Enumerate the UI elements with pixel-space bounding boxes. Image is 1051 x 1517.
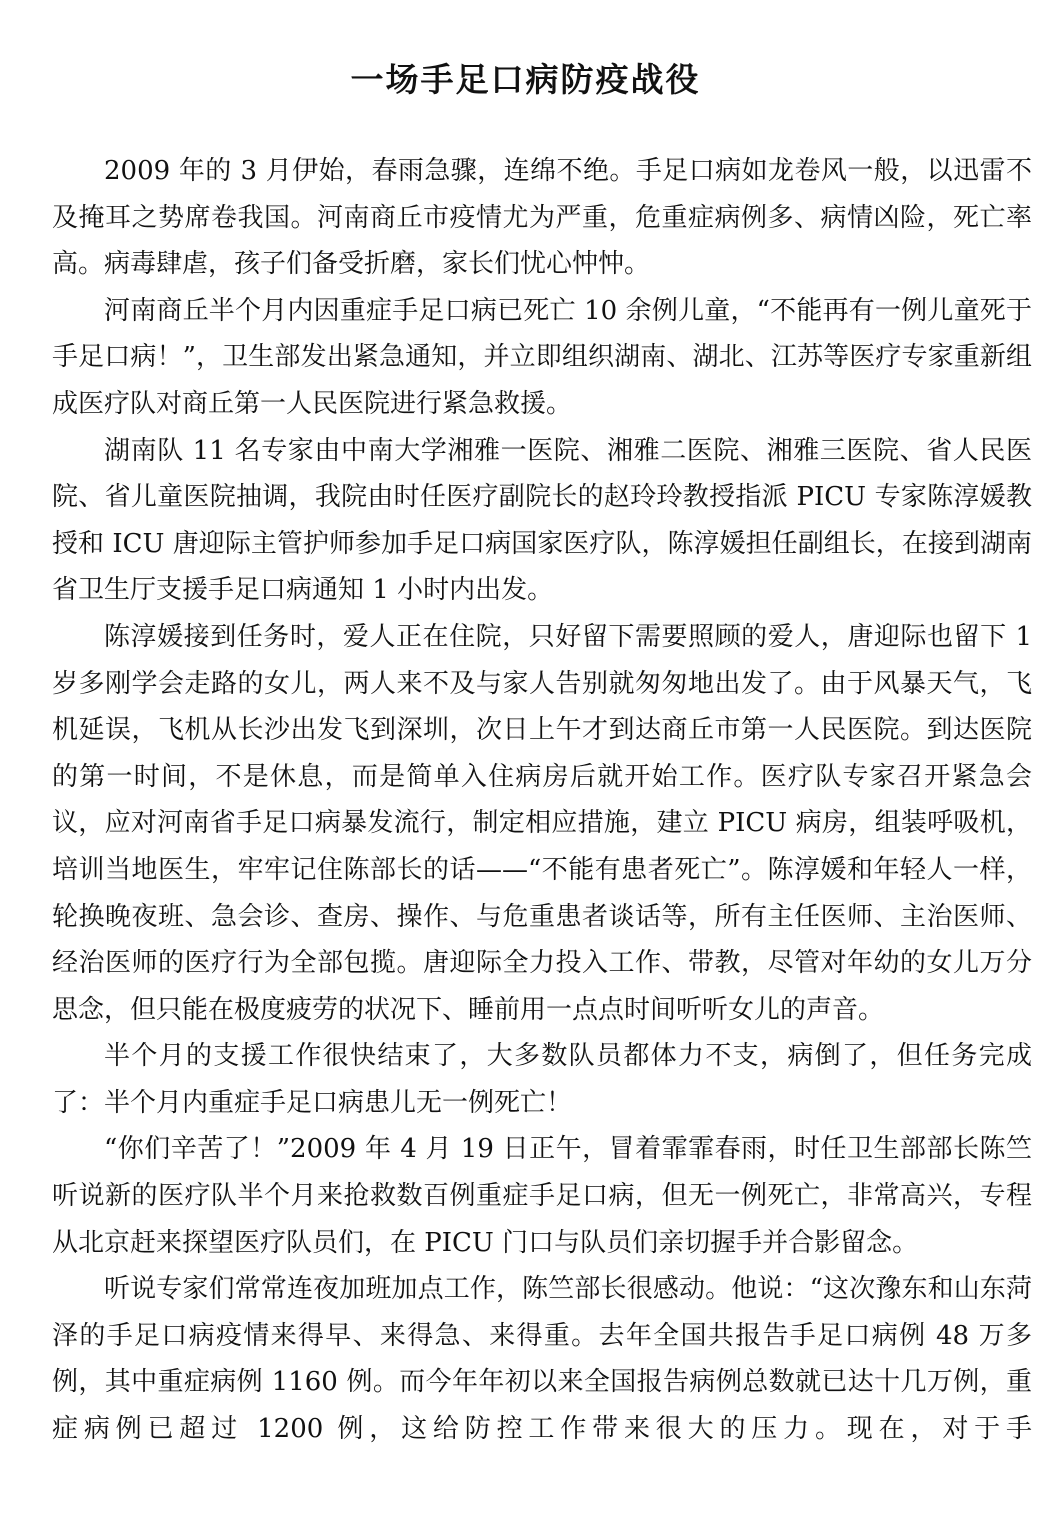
paragraph-7: 听说专家们常常连夜加班加点工作，陈竺部长很感动。他说：“这次豫东和山东菏泽的手足口病疫情来得早、来得急、来得重。去年全国共报告手足口病例 48 万多例，其中重症病例 1160 例。而今年年初以来全国报告病例总数就已达十几万例，重症病例已超过 1200 例，这给防控工作带来很大的压力。现在，对于手	[52, 1274, 1032, 1445]
article-body	[52, 148, 1032, 1453]
paragraph-5: 半个月的支援工作很快结束了，大多数队员都体力不支，病倒了，但任务完成了：半个月内重症手足口病患儿无一例死亡！	[52, 1041, 1032, 1118]
paragraph-4: 陈淳媛接到任务时，爱人正在住院，只好留下需要照顾的爱人，唐迎际也留下 1 岁多刚学会走路的女儿，两人来不及与家人告别就匆匆地出发了。由于风暴天气，飞机延误，飞机从长沙出发飞到深圳，次日上午才到达商丘市第一人民医院。到达医院的第一时间，不是休息，而是简单入住病房后就开始工作。医疗队专家召开紧急会议，应对河南省手足口病暴发流行，制定相应措施，建立 PICU 病房，组装呼吸机，培训当地医生，牢牢记住陈部长的话——“不能有患者死亡”。陈淳媛和年轻人一样，轮换晚夜班、急会诊、查房、操作、与危重患者谈话等，所有主任医师、主治医师、经治医师的医疗行为全部包揽。唐迎际全力投入工作、带教，尽管对年幼的女儿万分思念，但只能在极度疲劳的状况下、睡前用一点点时间听听女儿的声音。	[52, 621, 1032, 1025]
paragraph-1: 2009 年的 3 月伊始，春雨急骤，连绵不绝。手足口病如龙卷风一般，以迅雷不及掩耳之势席卷我国。河南商丘市疫情尤为严重，危重症病例多、病情凶险，死亡率高。病毒肆虐，孩子们备受折磨，家长们忧心忡忡。	[52, 156, 1032, 280]
document-title: 一场手足口病防疫战役	[350, 60, 701, 99]
paragraph-2: 河南商丘半个月内因重症手足口病已死亡 10 余例儿童，“不能再有一例儿童死于手足口病！”，卫生部发出紧急通知，并立即组织湖南、湖北、江苏等医疗专家重新组成医疗队对商丘第一人民医院进行紧急救援。	[52, 295, 1032, 419]
paragraph-6: “你们辛苦了！”2009 年 4 月 19 日正午，冒着霏霏春雨，时任卫生部部长陈竺听说新的医疗队半个月来抢救数百例重症手足口病，但无一例死亡，非常高兴，专程从北京赶来探望医疗队员们，在 PICU 门口与队员们亲切握手并合影留念。	[52, 1134, 1032, 1258]
paragraph-3: 湖南队 11 名专家由中南大学湘雅一医院、湘雅二医院、湘雅三医院、省人民医院、省儿童医院抽调，我院由时任医疗副院长的赵玲玲教授指派 PICU 专家陈淳媛教授和 ICU 唐迎际主管护师参加手足口病国家医疗队，陈淳媛担任副组长，在接到湖南省卫生厅支援手足口病通知 1 小时内出发。	[52, 435, 1032, 606]
